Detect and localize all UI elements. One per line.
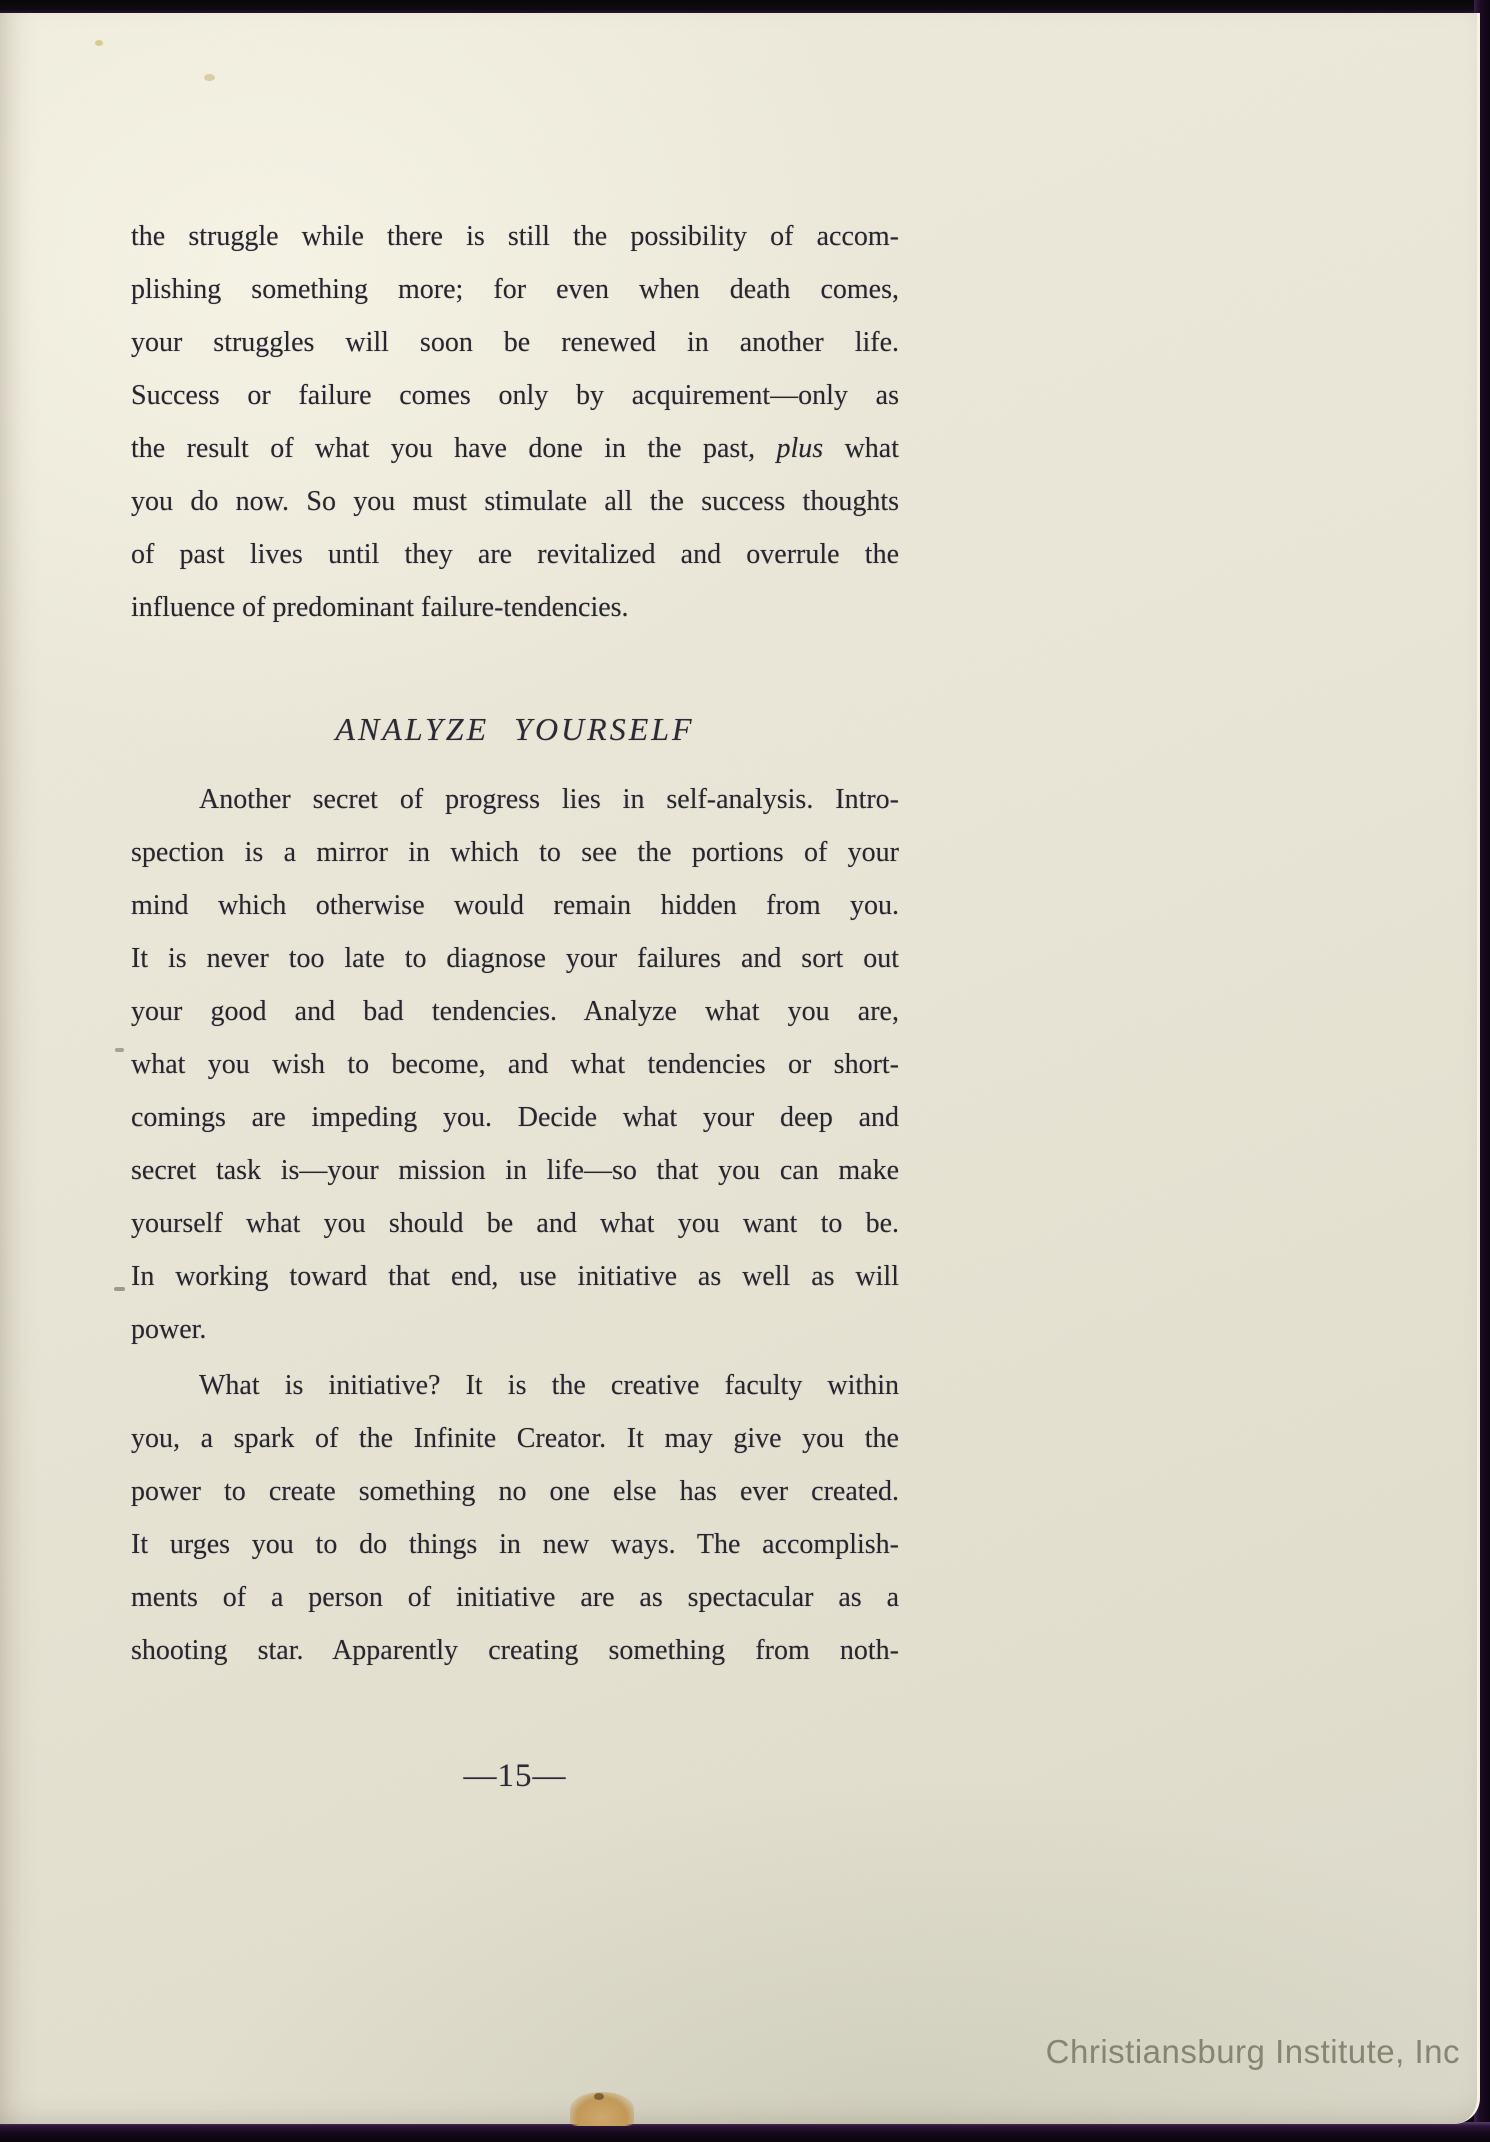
- text-line: your struggles will soon be renewed in another life.: [131, 327, 899, 358]
- text-line: plishing something more; for even when death comes,: [131, 274, 899, 305]
- book-page: [0, 13, 1480, 2124]
- text-line: Success or failure comes only by acquirement—only as: [131, 380, 899, 411]
- paper-fleck: [114, 1287, 125, 1291]
- text-line: mind which otherwise would remain hidden from you.: [131, 890, 899, 921]
- text-line: power to create something no one else has ever created.: [131, 1476, 899, 1507]
- paragraph-continuation: [131, 210, 899, 634]
- section-heading: ANALYZE YOURSELF: [335, 711, 695, 747]
- text-line: the struggle while there is still the possibility of accom-: [131, 221, 899, 252]
- stain-dot: [594, 2093, 604, 2100]
- text-line: your good and bad tendencies. Analyze what you are,: [131, 996, 899, 1027]
- text-line: power.: [131, 1314, 207, 1345]
- text-line: you, a spark of the Infinite Creator. It may give you the: [131, 1423, 899, 1454]
- watermark: Christiansburg Institute, Inc: [1045, 2033, 1460, 2070]
- text-line: In working toward that end, use initiative as well as will: [131, 1261, 899, 1292]
- paragraph-initiative: [131, 1359, 899, 1677]
- text-line: It is never too late to diagnose your failures and sort out: [131, 943, 899, 974]
- text-line: comings are impeding you. Decide what your deep and: [131, 1102, 899, 1133]
- page-number: —15—: [463, 1758, 567, 1794]
- paragraph-analyze-yourself: [131, 773, 899, 1356]
- paper-fleck: [204, 74, 215, 81]
- text-line: shooting star. Apparently creating something from noth-: [131, 1635, 899, 1666]
- scan-backdrop-bottom: [0, 2122, 1490, 2142]
- text-line: secret task is—your mission in life—so that you can make: [131, 1155, 899, 1186]
- text-line: of past lives until they are revitalized and overrule the: [131, 539, 899, 570]
- paper-fleck: [115, 1048, 124, 1052]
- text-line: ments of a person of initiative are as spectacular as a: [131, 1582, 899, 1613]
- text-line: What is initiative? It is the creative faculty within: [199, 1370, 899, 1401]
- text-line: spection is a mirror in which to see the portions of your: [131, 837, 899, 868]
- text-line: It urges you to do things in new ways. The accomplish-: [131, 1529, 899, 1560]
- stain: [570, 2092, 634, 2126]
- text-line: influence of predominant failure-tendencies.: [131, 592, 629, 623]
- text-line: yourself what you should be and what you want to be.: [131, 1208, 899, 1239]
- text-line: you do now. So you must stimulate all the success thoughts: [131, 486, 899, 517]
- text-line: what you wish to become, and what tendencies or short-: [131, 1049, 899, 1080]
- text-line: the result of what you have done in the past, plus what: [131, 433, 899, 464]
- scan-backdrop-top: [0, 0, 1490, 13]
- text-line: Another secret of progress lies in self-analysis. Intro-: [199, 784, 899, 815]
- paper-fleck: [95, 40, 103, 46]
